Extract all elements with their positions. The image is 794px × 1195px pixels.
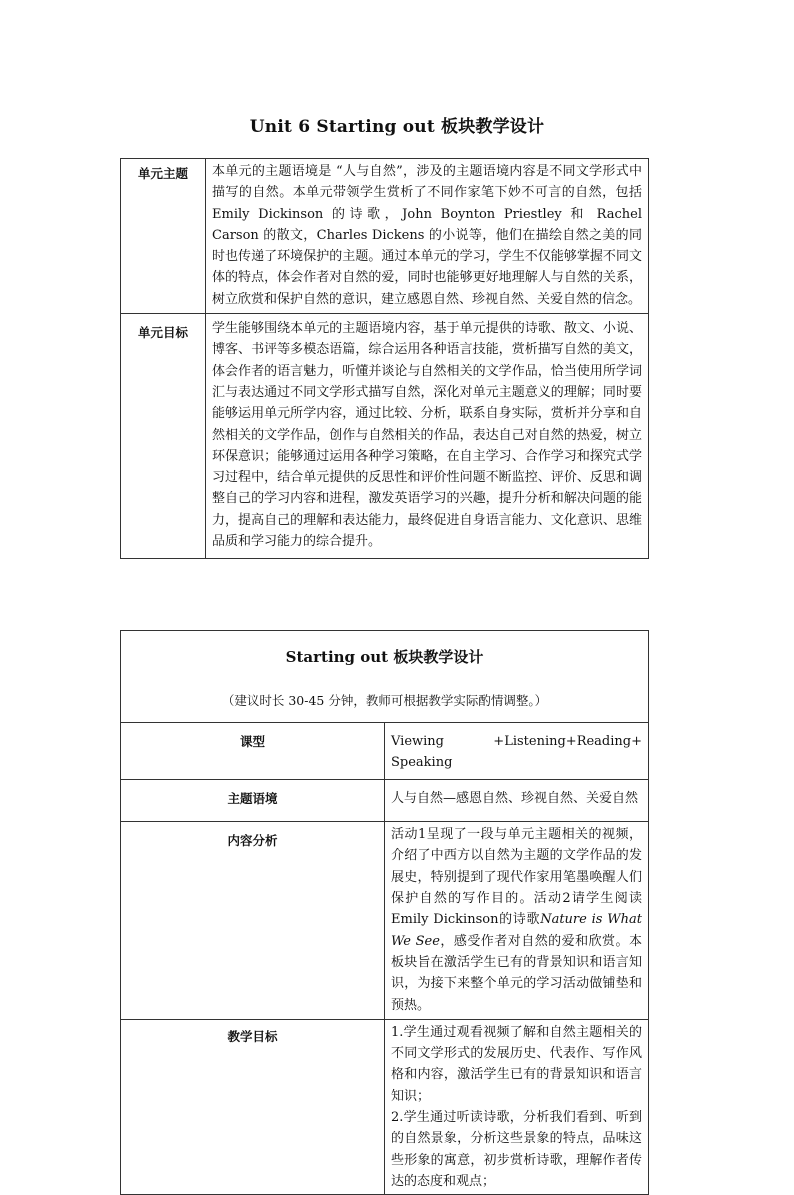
table-row	[121, 1019, 649, 1194]
content-analysis-text	[385, 822, 649, 1020]
table-row	[121, 159, 649, 314]
lesson-duration-note: （建议时长 30-45 分钟，教师可根据教学实际酌情调整。）	[221, 693, 548, 709]
teaching-goals-label: 教学目标	[121, 1019, 385, 1194]
teaching-goals-text	[385, 1019, 649, 1194]
document-title: Unit 6 Starting out 板块教学设计	[249, 117, 545, 137]
analysis-text-part1: 活动1呈现了一段与单元主题相关的视频，介绍了中西方以自然为主题的文学作品的发展史，特别提到了现代作家用笔墨唤醒人们保护自然的写作目的。活动2请学生阅读Emily Dickinson的诗歌	[391, 827, 642, 928]
table-row	[121, 822, 649, 1020]
goal-item: 1.学生通过观看视频了解和自然主题相关的不同文学形式的发展历史、代表作、写作风格和内容，激活学生已有的背景知识和语言知识；	[391, 1024, 642, 1104]
table-row	[121, 631, 649, 723]
unit-goal-label: 单元目标	[121, 314, 206, 559]
table-row	[121, 780, 649, 822]
theme-value: 人与自然—感恩自然、珍视自然、关爱自然	[385, 780, 649, 822]
poem-title: Nature is What We See	[391, 912, 642, 949]
course-type-value: Viewing +Listening+Reading+ Speaking	[385, 722, 649, 780]
analysis-text-part2: ，感受作者对自然的爱和欣赏。本板块旨在激活学生已有的背景知识和语言知识，为接下来整个单元的学习活动做铺垫和预热。	[391, 933, 642, 1013]
theme-label: 主题语境	[121, 780, 385, 822]
lesson-header-cell	[121, 631, 649, 723]
unit-goal-text: 学生能够围绕本单元的主题语境内容，基于单元提供的诗歌、散文、小说、博客、书评等多模态语篇，综合运用各种语言技能，赏析描写自然的美文，体会作者的语言魅力，听懂并谈论与自然相关的文学作品，恰当使用所学词汇与表达通过不同文学形式描写自然，深化对单元主题意义的理解；同时要能够运用单元所学内容，通过比较、分析，联系自身实际，赏析并分享和自然相关的文学作品，创作与自然相关的作品，表达自己对自然的热爱，树立环保意识；能够通过运用各种学习策略，在自主学习、合作学习和探究式学习过程中，结合单元提供的反思性和评价性问题不断监控、评价、反思和调整自己的学习内容和进程，激发英语学习的兴趣，提升分析和解决问题的能力，提高自己的理解和表达能力，最终促进自身语言能力、文化意识、思维品质和学习能力的综合提升。	[206, 314, 649, 559]
table-row	[121, 314, 649, 559]
lesson-design-table	[120, 630, 649, 1195]
goal-item: 2.学生通过听读诗歌，分析我们看到、听到的自然景象，分析这些景象的特点，品味这些形象的寓意，初步赏析诗歌，理解作者传达的态度和观点；	[391, 1110, 642, 1189]
course-type-label: 课型	[121, 722, 385, 780]
table-row	[121, 722, 649, 780]
unit-theme-text: 本单元的主题语境是 “人与自然”，涉及的主题语境内容是不同文学形式中描写的自然。本单元带领学生赏析了不同作家笔下妙不可言的自然，包括 Emily Dickinson 的诗歌，John Boynton Priestley 和 Rachel Carson 的散文，Charles Dickens 的小说等，他们在描绘自然之美的同时也传递了环境保护的主题。通过本单元的学习，学生不仅能够掌握不同文体的特点，体会作者对自然的爱，同时也能够更好地理解人与自然的关系，树立欣赏和保护自然的意识，建立感恩自然、珍视自然、关爱自然的信念。	[206, 159, 649, 314]
lesson-title: Starting out 板块教学设计	[285, 648, 484, 666]
unit-overview-table	[120, 158, 649, 559]
unit-theme-label: 单元主题	[121, 159, 206, 314]
content-analysis-label: 内容分析	[121, 822, 385, 1020]
